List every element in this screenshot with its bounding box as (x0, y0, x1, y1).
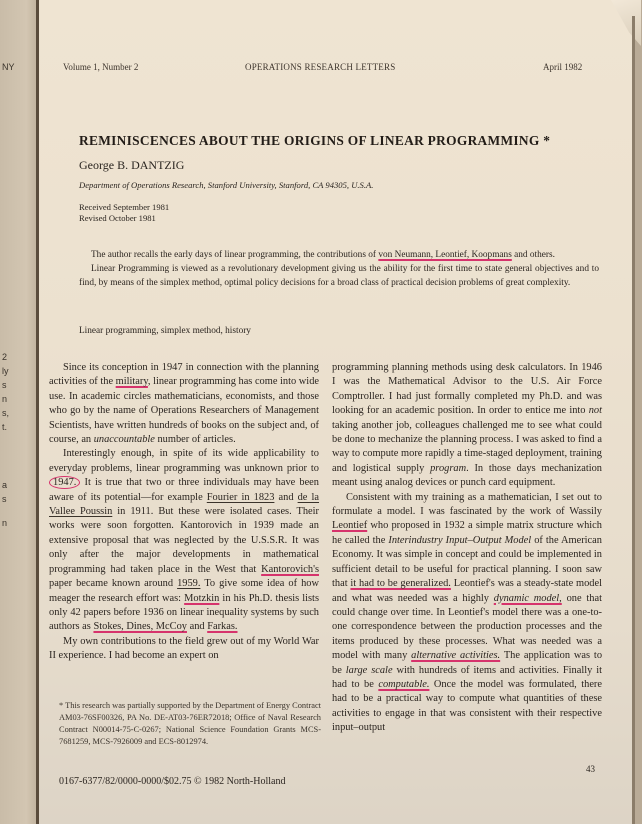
copyright-imprint: 0167-6377/82/0000-0000/$02.75 © 1982 North-Holland (59, 776, 286, 787)
body-text: taking another job, colleagues challenged me to see what could be done to mechanize the planning process. I was asked to find a way to compute more rapidly a time-staged deployment, training and logistical supply (332, 419, 602, 474)
highlighted-names: von Neumann, Leontief, Koopmans (378, 250, 512, 260)
adjacent-page-fragment: t. (2, 422, 8, 432)
revised-date: Revised October 1981 (79, 213, 156, 223)
circled-year: 1947. (49, 476, 80, 489)
submission-dates (79, 202, 169, 224)
highlighted-term: military (115, 376, 148, 388)
body-text: , linear programming has come into wide use. In academic circles mathematicians, economists, and those who go by the name of Operations Researchers of Management Scientists, have written hundreds of books on the subject and, of course, an (49, 376, 320, 446)
body-text: Once the model was formulated, there had to be a practical way to compute what quantities of these activities to engage in that was consistent with their respective input–output (332, 678, 602, 734)
body-text: Consistent with my training as a mathematician, I set out to formulate a model. I was fascinated by the work of Wassily (332, 491, 602, 518)
footnote: * This research was partially supported by the Department of Energy Contract AM03-76SF00326, PA No. DE-AT03-76ER72018; Office of Naval Research Contract N00014-75-C-0267; National Science Foundation Grants MCS-7681259, MCS-7926009 and ECS-8012974. (59, 701, 321, 746)
highlighted-term: Motzkin (184, 592, 220, 604)
highlighted-term: Farkas. (207, 621, 238, 633)
article-title: REMINISCENCES ABOUT THE ORIGINS OF LINEAR PROGRAMMING * (79, 133, 551, 148)
highlighted-term: Stokes, Dines, McCoy (93, 621, 187, 633)
body-text: To give some idea of how meager the research effort was: (49, 578, 319, 604)
body-paragraph: My own contributions to the field grew out of my World War II experience. I had become an expert on (49, 635, 319, 662)
body-text: paper became known around (49, 578, 178, 590)
adjacent-page-fragment: ly (2, 366, 9, 376)
adjacent-page-fragment: s (2, 494, 7, 504)
highlighted-term: it had to be generalized. (350, 578, 451, 590)
highlighted-term: Kantorovich's (261, 563, 319, 575)
folded-corner (611, 0, 641, 46)
underlined-term: 1959. (177, 578, 201, 590)
body-text: one that could change over time. In Leontief's model there was a one-to-one correspondence between the production processes and the items produced by these processes. What was needed was a model with many (332, 592, 603, 662)
body-text: with hundreds of items and activities. Finally it had to be (332, 664, 603, 690)
body-text: Since its conception in 1947 in connection with the planning activities of the (49, 362, 319, 388)
adjacent-page-fragment: NY (2, 62, 15, 72)
adjacent-page-fragment: 2 (2, 352, 8, 362)
highlighted-term: Leontief (332, 520, 368, 532)
abstract (79, 248, 599, 290)
italic-term: large scale (345, 664, 393, 676)
body-text: Interestingly enough, in spite of its wide applicability to everyday problems, linear programming was unknown prior to (49, 448, 319, 474)
body-text: Leontief's was a steady-state model and what was needed was a highly (332, 578, 602, 604)
adjacent-page-fragment: n (2, 394, 8, 404)
abstract-paragraph (79, 248, 599, 262)
highlighted-term: computable. (378, 678, 430, 690)
italic-term: unaccountable (93, 434, 155, 446)
italic-term: not (588, 405, 602, 417)
body-paragraph (49, 447, 319, 634)
body-text: programming planning methods using desk calculators. In 1946 I was the Mathematical Advisor to the U.S. Air Force Comptroller. I had just formally completed my Ph.D. and was looking for an academic position. In order to entice me into (332, 362, 602, 417)
underlined-term: de la Vallee Poussin (49, 491, 320, 518)
body-text: in his Ph.D. thesis lists only 42 papers before 1936 on linear inequality systems by such authors as (49, 592, 319, 633)
journal-page (39, 0, 633, 824)
keywords: Linear programming, simplex method, history (79, 326, 251, 336)
body-text: and (186, 621, 208, 633)
body-text: in 1911. But these were isolated cases. Their works were soon forgotten. Kantorovich in 1939 made an extensive proposal that was neglected by the U.S.S.R. It was only after the major developments in mathematical programming had taken place in the West that (49, 506, 319, 575)
article-author: George B. DANTZIG (79, 158, 185, 172)
body-text: and (274, 491, 298, 503)
body-text: who proposed in 1932 a simple matrix structure which he called the (332, 520, 602, 546)
body-paragraph (49, 361, 319, 447)
highlighted-term: alternative activities. (411, 650, 501, 662)
page-number: 43 (586, 764, 595, 774)
running-header-date: April 1982 (543, 62, 583, 72)
adjacent-page-fragment: s (2, 380, 7, 390)
body-text: of the American Economy. It was simple in concept and could be implemented in sufficient detail to be useful for practical planning. I soon saw that (332, 534, 602, 590)
underlined-term: Fourier in 1823 (206, 491, 275, 503)
abstract-paragraph: Linear Programming is viewed as a revolutionary development giving us the ability for the first time to state general objectives and to find, by means of the simplex method, optimal policy decisions for a broad class of practical decision problems of great complexity. (79, 264, 599, 288)
author-affiliation: Department of Operations Research, Stanford University, Stanford, CA 94305, U.S.A. (79, 180, 374, 190)
received-date: Received September 1981 (79, 202, 170, 212)
adjacent-page-fragment: n (2, 518, 8, 528)
body-text: It is true that two or three individuals may have been aware of its potential—for example (49, 477, 319, 503)
body-text: The application was to be (332, 650, 603, 676)
body-text: number of articles. (154, 434, 236, 446)
body-column-right (332, 361, 602, 736)
italic-term: Interindustry Input–Output Model (388, 534, 532, 546)
abstract-text: The author recalls the early days of linear programming, the contributions of (91, 250, 379, 260)
adjacent-page-fragment: a (2, 480, 8, 490)
running-header-journal: OPERATIONS RESEARCH LETTERS (245, 62, 396, 72)
adjacent-page-strip (0, 0, 38, 824)
body-column-left (49, 361, 319, 664)
adjacent-page-fragment: s, (2, 408, 10, 418)
highlighted-term: dynamic model, (493, 592, 562, 604)
italic-term: program (430, 462, 467, 474)
body-paragraph (332, 361, 602, 491)
body-paragraph (332, 491, 602, 736)
running-header-volume: Volume 1, Number 2 (63, 62, 139, 72)
body-text: . In those days mechanization meant using analog devices or punch card equipment. (332, 462, 602, 489)
abstract-text: and others. (511, 250, 555, 260)
